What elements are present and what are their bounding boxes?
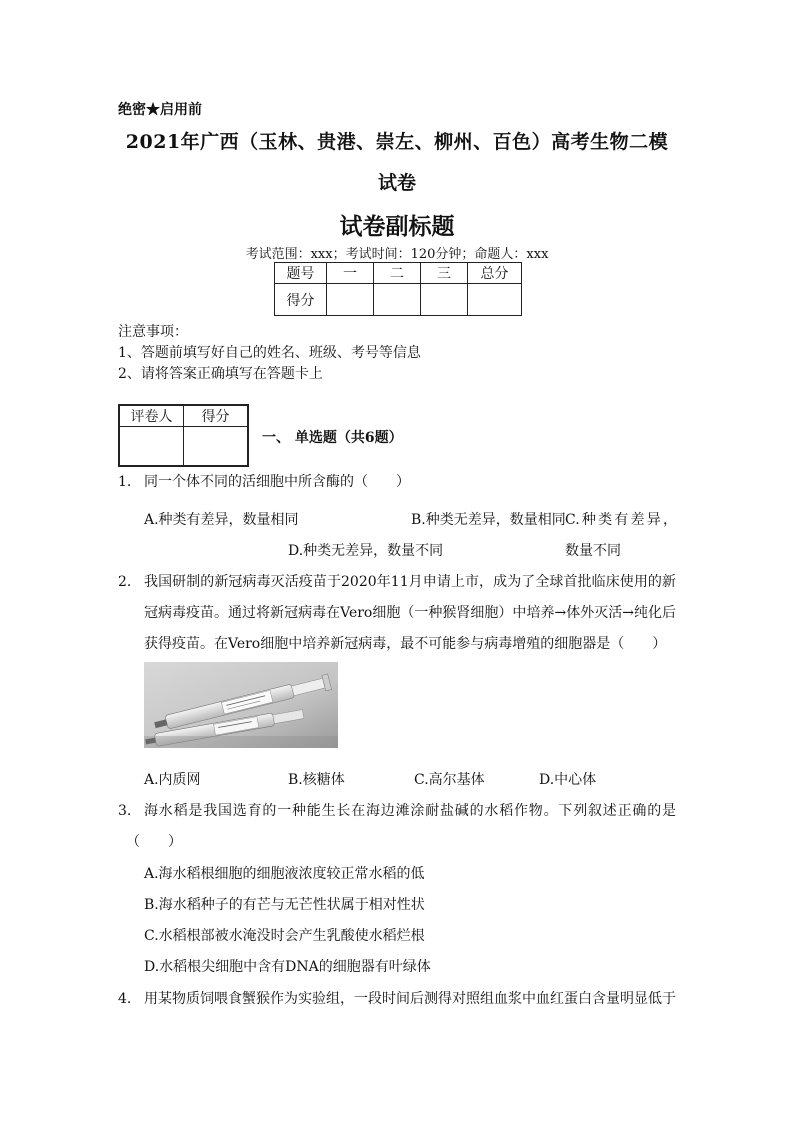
notes-title: 注意事项： [118,324,188,340]
grader-header-cell: 得分 [184,405,249,427]
notes [118,322,421,385]
option-a: A.内质网 [144,772,201,788]
option-c: C.水稻根部被水淹没时会产生乳酸使水稻烂根 [144,928,425,944]
question-text: 用某物质饲喂食蟹猴作为实验组，一段时间后测得对照组血浆中血红蛋白含量明显低于 [144,991,676,1007]
confidential-mark: 绝密★启用前 [118,102,202,118]
question-number: 3. [118,803,132,819]
grader-cell [184,427,249,467]
option-c: C.高尔基体 [414,772,485,788]
score-row-label: 得分 [275,284,327,316]
exam-info: 考试范围：xxx；考试时间：120分钟；命题人：xxx [245,247,549,262]
option-b: B.核糖体 [288,772,345,788]
question-text: 同一个体不同的活细胞中所含酶的（ ） [144,474,410,490]
notes-item: 1、答题前填写好自己的姓名、班级、考号等信息 [118,345,421,361]
grader-header-cell: 评卷人 [119,405,184,427]
option-d: D.水稻根尖细胞中含有DNA的细胞器有叶绿体 [144,959,431,975]
option-b: B.海水稻种子的有芒与无芒性状属于相对性状 [144,897,425,913]
option-d: D.中心体 [539,772,597,788]
question-number: 4. [118,991,132,1007]
exam-subtitle: 试卷副标题 [339,213,455,240]
option-a: A.种类有差异，数量相同 [144,512,299,528]
score-header-cell: 题号 [275,263,327,284]
score-cell [327,284,374,316]
option-b: B.种类无差异，数量相同 [411,512,566,528]
score-cell [421,284,468,316]
exam-title: 2021年广西（玉林、贵港、崇左、柳州、百色）高考生物二模 [125,131,669,153]
vaccine-photo [144,662,338,748]
score-header-cell: 总分 [468,263,522,284]
question-text: 海水稻是我国选育的一种能生长在海边滩涂耐盐碱的水稻作物。下列叙述正确的是（ ） [126,803,676,850]
score-header-cell: 二 [374,263,421,284]
score-cell [468,284,522,316]
question-text: 我国研制的新冠病毒灭活疫苗于2020年11月申请上市，成为了全球首批临床使用的新冠病毒疫苗。通过将新冠病毒在Vero细胞（一种猴肾细胞）中培养→体外灭活→纯化后获得疫苗。在Vero细胞中培养新冠病毒，最不可能参与病毒增殖的细胞器是（ ） [144,574,676,652]
score-header-cell: 一 [327,263,374,284]
score-table [274,262,522,316]
question-number: 1. [118,474,132,490]
score-cell [374,284,421,316]
notes-item: 2、请将答案正确填写在答题卡上 [118,366,323,382]
grader-cell [119,427,184,467]
option-d: D.种类无差异，数量不同 [288,543,444,559]
grader-table [118,404,249,467]
option-c: C.种类有差异，数量不同 [565,512,677,559]
exam-title-continued: 试卷 [377,172,416,194]
section-title: 一、 单选题（共6题） [262,430,403,446]
question-number: 2. [118,574,132,590]
score-header-cell: 三 [421,263,468,284]
option-a: A.海水稻根细胞的细胞液浓度较正常水稻的低 [144,866,425,882]
